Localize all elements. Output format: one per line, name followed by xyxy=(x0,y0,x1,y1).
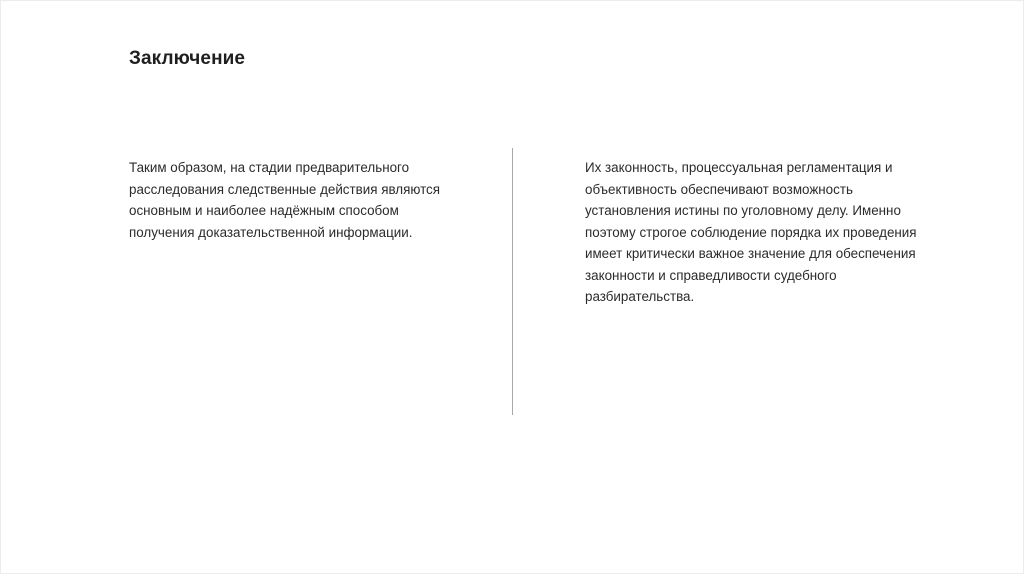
left-column-text: Таким образом, на стадии предварительного расследования следственные действия являются основным и наиболее надёжным способом получения доказательственной информации. xyxy=(129,160,440,240)
column-divider xyxy=(512,148,513,415)
slide-title: Заключение xyxy=(129,48,246,69)
right-column-text: Их законность, процессуальная регламентация и объективность обеспечивают возможность установления истины по уголовному делу. Именно поэтому строгое соблюдение порядка их проведения имеет критически важное значение для обеспечения законности и справедливости судебного разбирательства. xyxy=(585,160,917,304)
